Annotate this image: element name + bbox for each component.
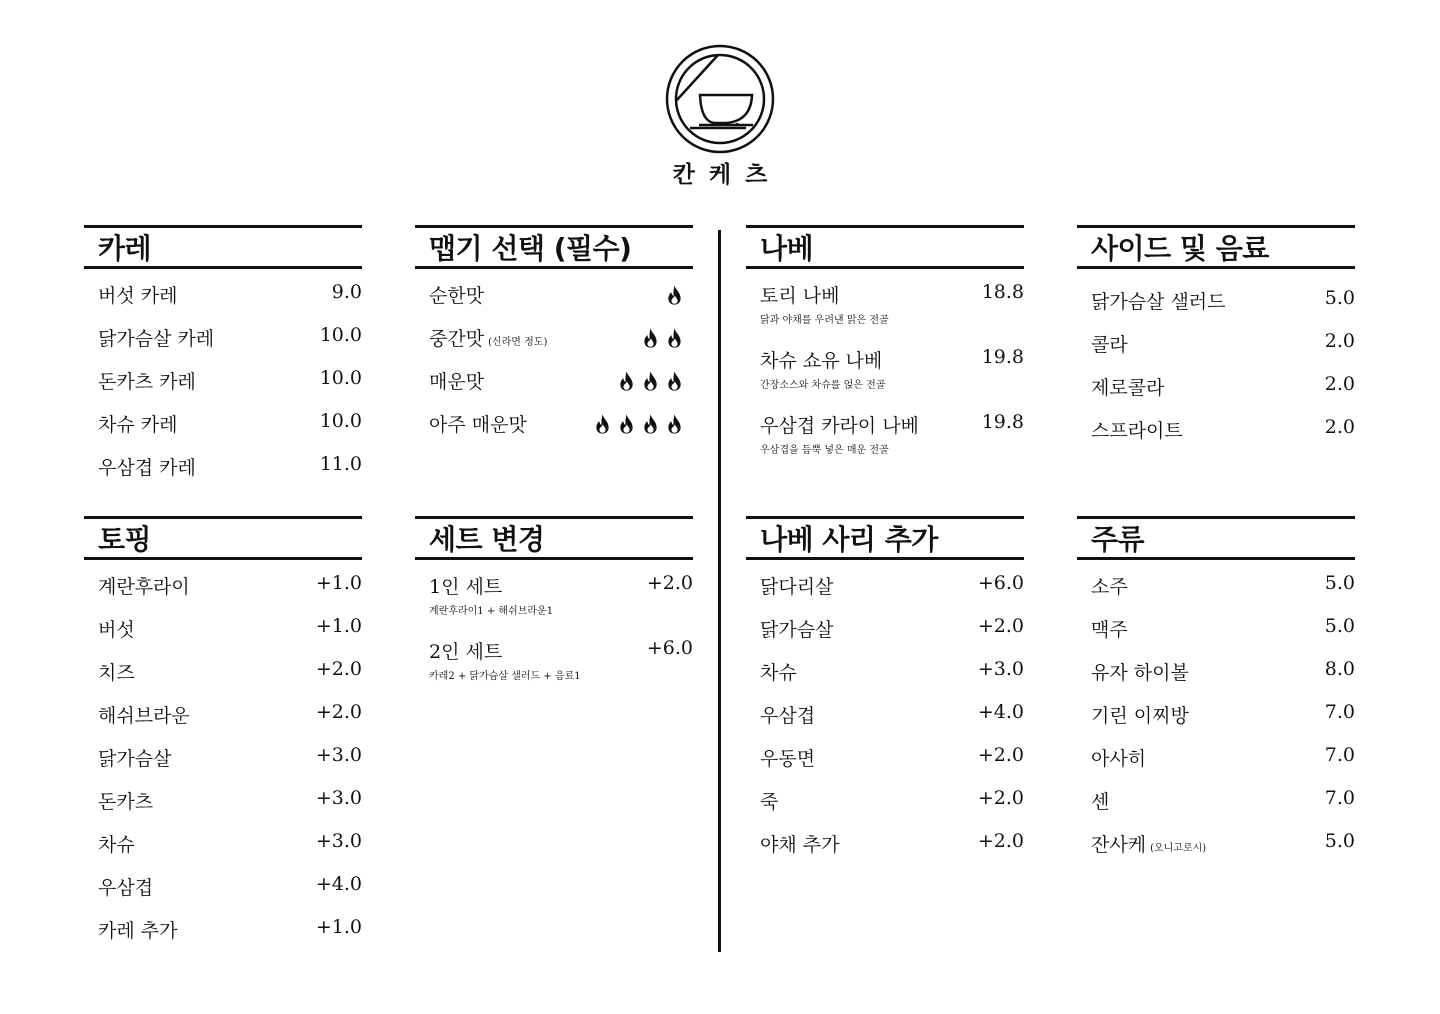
bowl-logo-icon [665, 44, 775, 154]
menu-item-price: 2.0 [1324, 373, 1355, 395]
menu-item-name: 유자 하이볼 [1091, 662, 1189, 684]
menu-item-name: 제로콜라 [1091, 377, 1165, 399]
menu-item-name: 중간맛 [429, 328, 485, 350]
menu-item [746, 281, 1024, 346]
menu-item-price: +2.0 [977, 830, 1024, 852]
menu-item-description: 닭과 야채를 우려낸 맑은 전골 [760, 315, 889, 326]
menu-item-price: 8.0 [1324, 658, 1355, 680]
menu-list [746, 560, 1024, 873]
spice-level [664, 283, 685, 307]
menu-item-name: 기린 이찌방 [1091, 705, 1189, 727]
flame-icon [592, 412, 613, 436]
menu-item [1077, 830, 1355, 873]
menu-item-price: +6.0 [646, 637, 693, 659]
section-nabe [746, 225, 1024, 476]
menu-item-price: +3.0 [977, 658, 1024, 680]
menu-item-name: 닭가슴살 카레 [98, 328, 215, 350]
menu-item-price: +4.0 [315, 873, 362, 895]
section-title: 세트 변경 [429, 523, 545, 556]
section-side [1077, 225, 1355, 459]
menu-item-name: 센 [1091, 791, 1110, 813]
menu-item [84, 410, 362, 453]
menu-item-note: (신라면 정도) [488, 337, 548, 348]
flame-icon [640, 326, 661, 350]
menu-item-line [1091, 701, 1355, 728]
menu-item-price: 7.0 [1324, 744, 1355, 766]
brand-name: 칸케츠 [672, 162, 782, 188]
menu-item-line [98, 281, 362, 308]
menu-list [84, 269, 362, 496]
menu-item [415, 572, 693, 637]
flame-icon [664, 326, 685, 350]
menu-list [1077, 560, 1355, 873]
section-header [84, 516, 362, 560]
menu-item-price: 18.8 [981, 281, 1024, 303]
menu-item-price: +2.0 [315, 701, 362, 723]
section-set [415, 516, 693, 702]
menu-item-name: 차슈 카레 [98, 414, 178, 436]
menu-item-name: 닭다리살 [760, 576, 834, 598]
menu-item-name: 차슈 [98, 834, 135, 856]
menu-item-price: +3.0 [315, 830, 362, 852]
menu-item-line [1091, 330, 1355, 357]
section-header [746, 225, 1024, 269]
menu-item [84, 615, 362, 658]
menu-item [84, 830, 362, 873]
menu-item-price: 5.0 [1324, 830, 1355, 852]
menu-item [84, 281, 362, 324]
menu-item-name: 계란후라이 [98, 576, 190, 598]
menu-item-name: 토리 나베 [760, 285, 840, 307]
section-header [1077, 225, 1355, 269]
menu-item-name: 우삼겹 [760, 705, 816, 727]
menu-item-price: +1.0 [315, 572, 362, 594]
section-title: 토핑 [98, 523, 152, 556]
menu-item [84, 916, 362, 959]
menu-item-name: 아사히 [1091, 748, 1147, 770]
flame-icon [640, 369, 661, 393]
menu-item-name: 스프라이트 [1091, 420, 1183, 442]
menu-item-price: 5.0 [1324, 615, 1355, 637]
menu-item-price: 7.0 [1324, 701, 1355, 723]
menu-item-name: 아주 매운맛 [429, 414, 527, 436]
menu-list [84, 560, 362, 959]
menu-item [746, 346, 1024, 411]
section-title: 사이드 및 음료 [1091, 232, 1269, 265]
menu-item [746, 787, 1024, 830]
menu-item-name: 맥주 [1091, 619, 1128, 641]
menu-item-price: +1.0 [315, 916, 362, 938]
menu-item-name: 야채 추가 [760, 834, 840, 856]
spice-level [640, 326, 685, 350]
flame-icon [664, 412, 685, 436]
menu-item-line [1091, 572, 1355, 599]
menu-item-name: 매운맛 [429, 371, 485, 393]
menu-item-price: 5.0 [1324, 287, 1355, 309]
menu-item [84, 572, 362, 615]
menu-item [1077, 701, 1355, 744]
menu-item-name: 콜라 [1091, 334, 1128, 356]
menu-item [84, 744, 362, 787]
menu-item-name: 우삼겹 카라이 나베 [760, 415, 919, 437]
menu-item-price: +4.0 [977, 701, 1024, 723]
menu-item-name: 해쉬브라운 [98, 705, 190, 727]
menu-item-price: +2.0 [646, 572, 693, 594]
section-title: 주류 [1091, 523, 1145, 556]
menu-item [84, 658, 362, 701]
menu-item [746, 701, 1024, 744]
menu-item [746, 615, 1024, 658]
menu-item [746, 572, 1024, 615]
menu-item-price: 10.0 [319, 410, 362, 432]
menu-item-price: 19.8 [981, 346, 1024, 368]
menu-item-description: 우삼겹을 듬뿍 넣은 매운 전골 [760, 445, 889, 456]
menu-item-name: 버섯 카레 [98, 285, 178, 307]
menu-item [746, 744, 1024, 787]
section-header [1077, 516, 1355, 560]
menu-item [84, 367, 362, 410]
menu-item-price: +2.0 [977, 787, 1024, 809]
menu-item [1077, 787, 1355, 830]
menu-item-name: 차슈 쇼유 나베 [760, 350, 883, 372]
menu-item-line [429, 281, 693, 308]
flame-icon [664, 283, 685, 307]
menu-item-price: +3.0 [315, 744, 362, 766]
menu-item [746, 830, 1024, 873]
section-alcohol [1077, 516, 1355, 873]
menu-item-price: 10.0 [319, 367, 362, 389]
menu-item-name: 순한맛 [429, 285, 485, 307]
menu-item-line [1091, 373, 1355, 400]
spice-level [616, 369, 685, 393]
menu-item [746, 658, 1024, 701]
menu-item-line [1091, 787, 1355, 814]
menu-item-price: 19.8 [981, 411, 1024, 433]
menu-item-description: 카레2 + 닭가슴살 샐러드 + 음료1 [429, 671, 581, 682]
menu-item [415, 324, 693, 367]
menu-item-name: 소주 [1091, 576, 1128, 598]
section-header [415, 225, 693, 269]
section-topping [84, 516, 362, 959]
section-spice [415, 225, 693, 453]
menu-item-name: 버섯 [98, 619, 135, 641]
menu-item-name: 차슈 [760, 662, 797, 684]
menu-item-name: 닭가슴살 샐러드 [1091, 291, 1226, 313]
menu-item-price: 2.0 [1324, 330, 1355, 352]
flame-icon [616, 412, 637, 436]
menu-item-line [1091, 744, 1355, 771]
menu-item-line [1091, 416, 1355, 443]
flame-icon [664, 369, 685, 393]
menu-item-price: +2.0 [315, 658, 362, 680]
section-title: 나베 [760, 232, 814, 265]
menu-item-name: 1인 세트 [429, 576, 503, 598]
menu-item-price: +2.0 [977, 615, 1024, 637]
menu-item-price: 2.0 [1324, 416, 1355, 438]
menu-item-price: 11.0 [319, 453, 362, 475]
menu-item-name: 우삼겹 [98, 877, 154, 899]
menu-list [1077, 269, 1355, 459]
column-divider [718, 230, 721, 952]
menu-item [84, 324, 362, 367]
spice-level [592, 412, 685, 436]
menu-list [746, 269, 1024, 476]
menu-item-name: 2인 세트 [429, 641, 503, 663]
menu-item [1077, 287, 1355, 330]
flame-icon [640, 412, 661, 436]
menu-item-price: 7.0 [1324, 787, 1355, 809]
section-title: 나베 사리 추가 [760, 523, 938, 556]
section-header [415, 516, 693, 560]
menu-item [1077, 744, 1355, 787]
section-header [84, 225, 362, 269]
menu-item-price: 9.0 [331, 281, 362, 303]
menu-list [415, 560, 693, 702]
menu-item-description: 간장소스와 차슈를 얹은 전골 [760, 380, 886, 391]
section-title: 맵기 선택 (필수) [429, 232, 632, 265]
menu-item-name: 돈카츠 [98, 791, 154, 813]
menu-item-name: 우동면 [760, 748, 816, 770]
menu-item [746, 411, 1024, 476]
menu-item-name: 죽 [760, 791, 779, 813]
menu-item-price: +3.0 [315, 787, 362, 809]
menu-item-name: 카레 추가 [98, 920, 178, 942]
menu-item [1077, 330, 1355, 373]
section-curry [84, 225, 362, 496]
menu-item-name: 잔사케 [1091, 834, 1147, 856]
menu-item-line [1091, 287, 1355, 314]
section-nabe-add [746, 516, 1024, 873]
logo [665, 44, 775, 154]
menu-item-line [1091, 658, 1355, 685]
menu-item [1077, 615, 1355, 658]
menu-item [415, 637, 693, 702]
menu-item [415, 367, 693, 410]
menu-item [1077, 373, 1355, 416]
menu-item [84, 873, 362, 916]
section-title: 카레 [98, 232, 152, 265]
menu-item [84, 701, 362, 744]
menu-item-name: 돈카츠 카레 [98, 371, 196, 393]
menu-item-note: (오니고로시) [1150, 843, 1207, 854]
menu-item-name: 우삼겹 카레 [98, 457, 196, 479]
menu-list [415, 269, 693, 453]
menu-item-price: +1.0 [315, 615, 362, 637]
menu-item-price: +2.0 [977, 744, 1024, 766]
menu-item-name: 치즈 [98, 662, 135, 684]
flame-icon [616, 369, 637, 393]
menu-item [415, 281, 693, 324]
menu-item-line [1091, 830, 1355, 857]
menu-item-line [1091, 615, 1355, 642]
menu-item-price: +6.0 [977, 572, 1024, 594]
menu-item-price: 5.0 [1324, 572, 1355, 594]
menu-item [1077, 572, 1355, 615]
menu-item [84, 787, 362, 830]
menu-item-price: 10.0 [319, 324, 362, 346]
menu-item-name: 닭가슴살 [98, 748, 172, 770]
menu-item [84, 453, 362, 496]
menu-item [1077, 658, 1355, 701]
menu-item [1077, 416, 1355, 459]
menu-item [415, 410, 693, 453]
section-header [746, 516, 1024, 560]
menu-item-description: 계란후라이1 + 해쉬브라운1 [429, 606, 554, 617]
menu-item-name: 닭가슴살 [760, 619, 834, 641]
